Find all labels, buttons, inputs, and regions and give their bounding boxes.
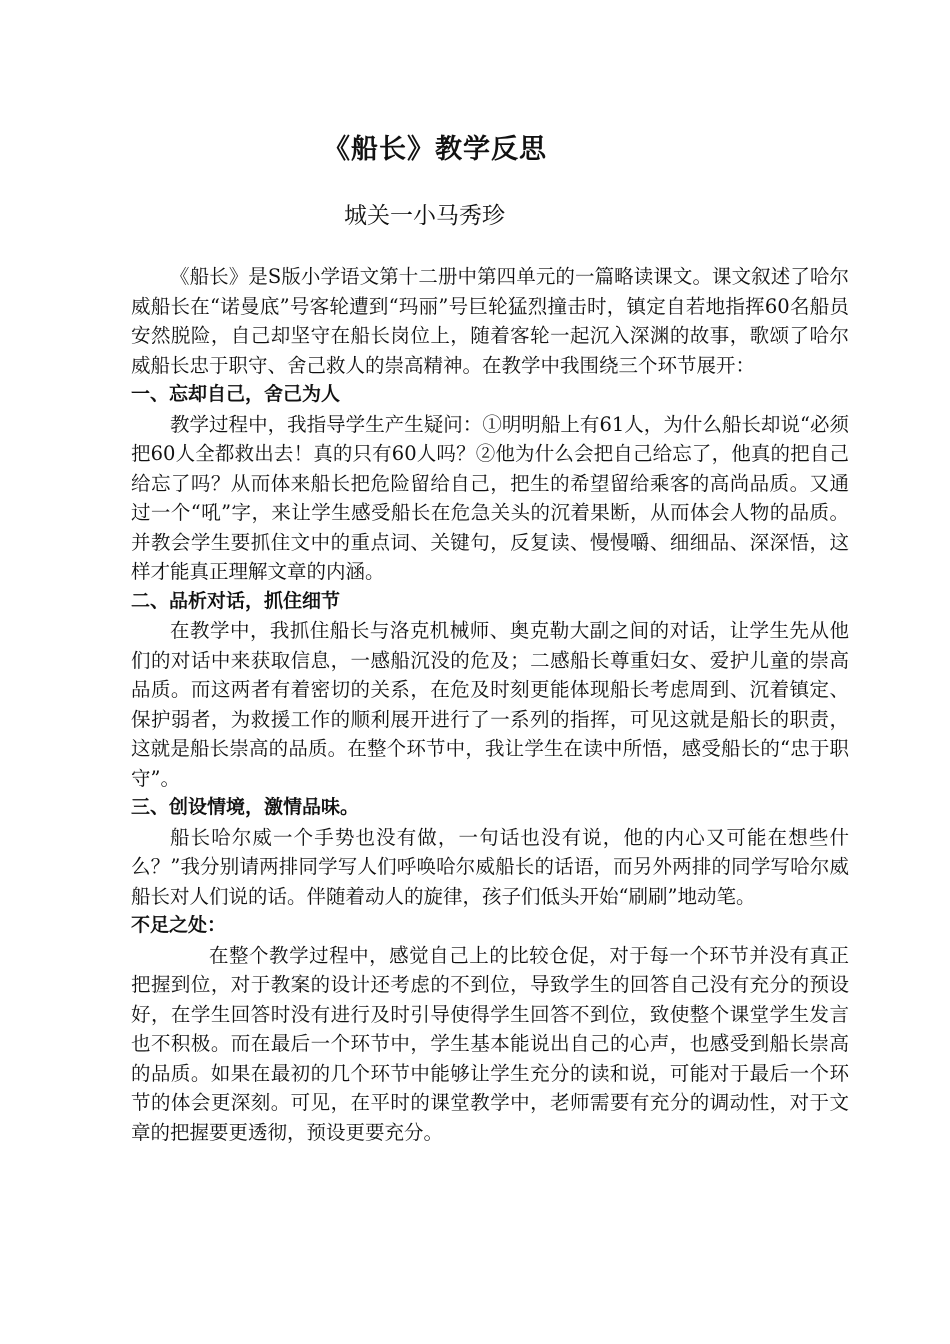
intro-paragraph: 《船长》是S版小学语文第十二册中第四单元的一篇略读课文。课文叙述了哈尔威船长在“诺曼底”号客轮遭到“玛丽”号巨轮猛烈撞击时，镇定自若地指挥60名船员安然脱险，自己却坚守在船长岗位上，随着客轮一起沉入深渊的故事，歌颂了哈尔威船长忠于职守、舍己救人的崇高精神。在教学中我围绕三个环节展开： [131, 265, 849, 377]
section-paragraph-2: 在教学中，我抓住船长与洛克机械师、奥克勒大副之间的对话，让学生先从他们的对话中来获取信息，一感船沉没的危及；二感船长尊重妇女、爱护儿童的崇高品质。而这两者有着密切的关系，在危及时刻更能体现船长考虑周到、沉着镇定、保护弱者，为救援工作的顺利展开进行了一系列的指挥，可见这就是船长的职责，这就是船长崇高的品质。在整个环节中，我让学生在读中所悟，感受船长的“忠于职守”。 [131, 619, 849, 790]
section-heading-3: 三、创设情境，激情品味。 [131, 796, 360, 818]
section-paragraph-3: 船长哈尔威一个手势也没有做，一句话也没有说，他的内心又可能在想些什么？”我分别请两排同学写人们呼唤哈尔威船长的话语，而另外两排的同学写哈尔威船长对人们说的话。伴随着动人的旋律，孩子们低头开始“刷刷”地动笔。 [131, 825, 849, 908]
document-body [131, 262, 849, 1147]
shortcomings-paragraph: 在整个教学过程中，感觉自己上的比较仓促，对于每一个环节并没有真正把握到位，对于教案的设计还考虑的不到位，导致学生的回答自己没有充分的预设好，在学生回答时没有进行及时引导使得学生回答不到位，致使整个课堂学生发言也不积极。而在最后一个环节中，学生基本能说出自己的心声，也感受到船长崇高的品质。如果在最初的几个环节中能够让学生充分的读和说，可能对于最后一个环节的体会更深刻。可见，在平时的课堂教学中，老师需要有充分的调动性，对于文章的把握要更透彻，预设更要充分。 [131, 943, 849, 1144]
document-author: 城关一小马秀珍 [344, 203, 505, 229]
document-title: 《船长》教学反思 [323, 134, 547, 165]
shortcomings-heading: 不足之处： [131, 914, 227, 936]
section-heading-2: 二、品析对话，抓住细节 [131, 589, 341, 612]
section-paragraph-1: 教学过程中，我指导学生产生疑问：①明明船上有61人，为什么船长却说“必须把60人全都救出去！真的只有60人吗？②他为什么会把自己给忘了，他真的把自己给忘了吗？从而体来船长把危险留给自己，把生的希望留给乘客的高尚品质。又通过一个“吼”字，来让学生感受船长在危急关头的沉着果断，从而体会人物的品质。并教会学生要抓住文中的重点词、关键句，反复读、慢慢嚼、细细品、深深悟，这样才能真正理解文章的内涵。 [131, 412, 849, 583]
section-heading-1: 一、忘却自己，舍己为人 [131, 383, 341, 405]
